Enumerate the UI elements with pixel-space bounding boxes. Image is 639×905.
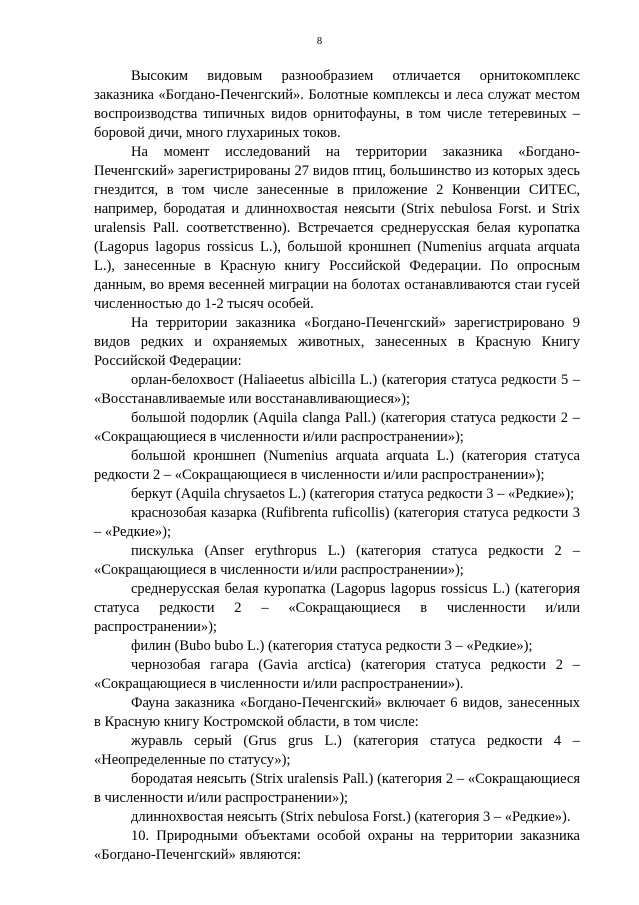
list-item-gavia: чернозобая гагара (Gavia arctica) (категория статуса редкости 2 – «Сокращающиеся в численности и/или распространении»). (94, 657, 580, 692)
list-item-lagopus: среднерусская белая куропатка (Lagopus lagopus rossicus L.) (категория статуса редкости 2 – «Сокращающиеся в численности и/или распространении»); (94, 581, 580, 635)
list-item-numenius: большой кроншнеп (Numenius arquata arquata L.) (категория статуса редкости 2 – «Сокращающиеся в численности и/или распространении»); (94, 448, 580, 483)
list-item-grus: журавль серый (Grus grus L.) (категория статуса редкости 4 – «Неопределенные по статусу»); (94, 733, 580, 768)
list-item-strix-nebulosa: длиннохвостая неясыть (Strix nebulosa Forst.) (категория 3 – «Редкие»). (131, 809, 571, 825)
paragraph-red-book-kostroma-intro: Фауна заказника «Богдано-Печенгский» включает 6 видов, занесенных в Красную книгу Костромской области, в том числе: (94, 695, 580, 730)
paragraph-section-10: 10. Природными объектами особой охраны на территории заказника «Богдано-Печенгский» являются: (94, 828, 580, 863)
list-item-anser: пискулька (Anser erythropus L.) (категория статуса редкости 2 – «Сокращающиеся в численности и/или распространении»); (94, 543, 580, 578)
page-number: 8 (316, 36, 323, 47)
paragraph-registered-species: На момент исследований на территории заказника «Богдано-Печенгский» зарегистрированы 27 видов птиц, большинство из которых здесь гнездится, в том числе занесенные в приложение 2 Конвенции СИТЕС, например, бородатая и длиннохвостая неясыти (Strix nebulosa Forst. и Strix uralensis Pall. соответственно). Встречается среднерусская белая куропатка (Lagopus lagopus rossicus L.), большой кроншнеп (Numenius arquata arquata L.), занесенные в Красную книгу Российской Федерации. По опросным данным, во время весенней миграции на болотах останавливаются стаи гусей численностью до 1-2 тысяч особей. (94, 144, 580, 312)
list-item-bubo: филин (Bubo bubo L.) (категория статуса редкости 3 – «Редкие»); (131, 638, 533, 654)
list-item-aquila-chrysaetos: беркут (Aquila chrysaetos L.) (категория статуса редкости 3 – «Редкие»); (131, 486, 575, 502)
list-item-haliaeetus: орлан-белохвост (Haliaeetus albicilla L.) (категория статуса редкости 5 – «Восстанавливаемые или восстанавливающиеся»); (94, 372, 580, 407)
document-body (94, 67, 580, 865)
paragraph-red-book-rf-intro: На территории заказника «Богдано-Печенгский» зарегистрировано 9 видов редких и охраняемых животных, занесенных в Красную Книгу Российской Федерации: (94, 315, 580, 369)
list-item-rufibrenta: краснозобая казарка (Rufibrenta ruficollis) (категория статуса редкости 3 – «Редкие»); (94, 505, 580, 540)
paragraph-ornithocomplex: Высоким видовым разнообразием отличается орнитокомплекс заказника «Богдано-Печенгский». Болотные комплексы и леса служат местом воспроизводства типичных видов орнитофауны, в том числе тетеревиных – боровой дичи, много глухариных токов. (94, 68, 580, 141)
list-item-strix-uralensis: бородатая неясыть (Strix uralensis Pall.) (категория 2 – «Сокращающиеся в численности и/или распространении»); (94, 771, 580, 806)
list-item-aquila-clanga: большой подорлик (Aquila clanga Pall.) (категория статуса редкости 2 – «Сокращающиеся в численности и/или распространении»); (94, 410, 580, 445)
